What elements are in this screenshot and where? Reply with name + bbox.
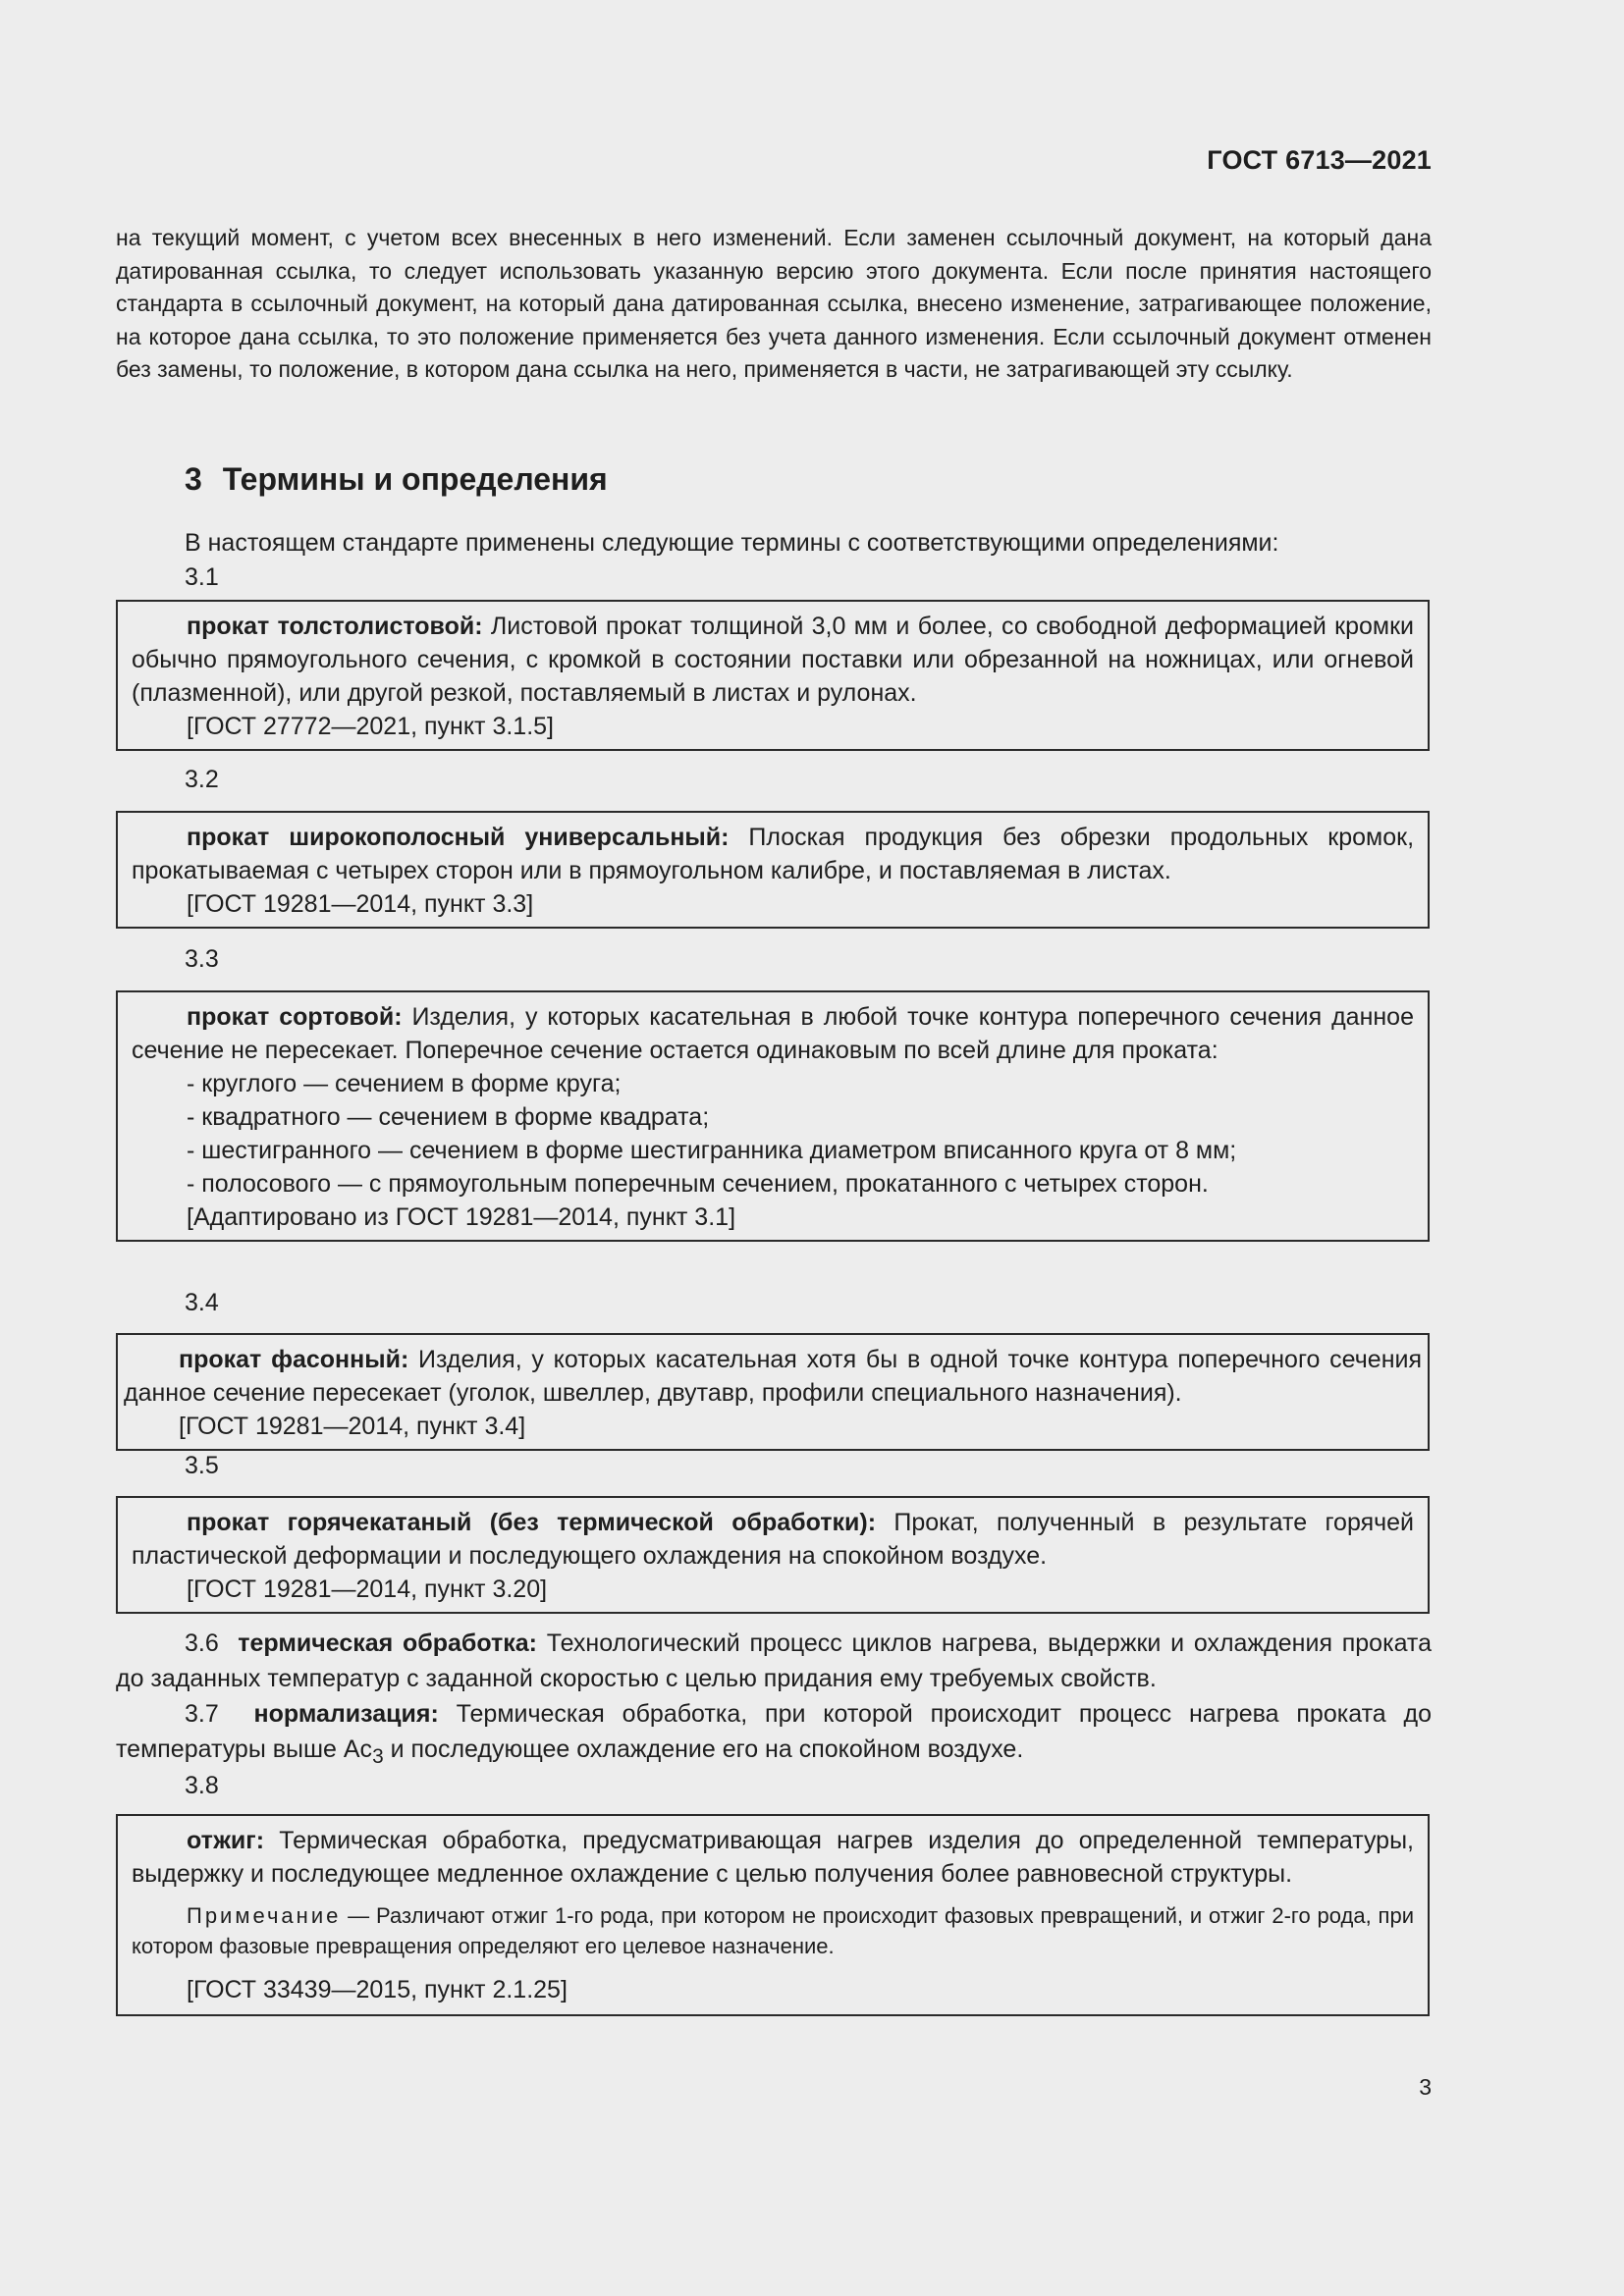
term-text-continued: и последующее охлаждение его на спокойном воздухе. [383, 1735, 1024, 1763]
term-number-3-2: 3.2 [185, 766, 219, 793]
term-text: Термическая обработка, предусматривающая нагрев изделия до определенной температуры, выдержку и последующее медленное охлаждение с целью получения более равновесной структуры. [132, 1827, 1414, 1888]
term-name: отжиг: [187, 1827, 265, 1854]
term-name: термическая обработка: [238, 1629, 537, 1657]
document-header: ГОСТ 6713—2021 [1207, 145, 1432, 175]
term-text: Листовой прокат толщиной 3,0 мм и более, со свободной деформацией кромки обычно прямоугольного сечения, с кромкой в состоянии поставки или обрезанной на ножницах, или огневой (плазменной), или другой резкой, поставляемый в листах и рулонах. [132, 613, 1414, 707]
term-number-3-4: 3.4 [185, 1289, 219, 1316]
term-number: 3.7 [185, 1700, 219, 1728]
term-box-3-5 [116, 1496, 1430, 1614]
term-number-3-5: 3.5 [185, 1452, 219, 1479]
term-definition [132, 1000, 1414, 1067]
document-page [116, 0, 1432, 2296]
term-text: Термическая обработка, при которой происходит процесс нагрева проката до температуры выше Ac [116, 1700, 1432, 1763]
term-text: Технологический процесс циклов нагрева, выдержки и охлаждения проката до заданных температур с заданной скоростью с целью придания ему требуемых свойств. [116, 1629, 1432, 1692]
term-definition [124, 1343, 1422, 1410]
term-source: [ГОСТ 33439—2015, пункт 2.1.25] [187, 1976, 568, 2003]
term-box-3-2 [116, 811, 1430, 929]
section-title [185, 461, 608, 498]
term-name: прокат фасонный: [179, 1346, 409, 1373]
term-definition [132, 1506, 1414, 1573]
term-source: [ГОСТ 19281—2014, пункт 3.4] [179, 1413, 526, 1440]
term-source: [ГОСТ 19281—2014, пункт 3.3] [187, 890, 534, 918]
term-box-3-3 [116, 990, 1430, 1242]
term-source: [ГОСТ 19281—2014, пункт 3.20] [187, 1575, 548, 1603]
list-item: - шестигранного — сечением в форме шестигранника диаметром вписанного круга от 8 мм; [187, 1137, 1237, 1164]
term-number-3-8: 3.8 [185, 1772, 219, 1799]
term-box-3-1 [116, 600, 1430, 751]
term-note [132, 1900, 1414, 1961]
term-source: [Адаптировано из ГОСТ 19281—2014, пункт 3.1] [187, 1203, 736, 1231]
term-name: прокат широкополосный универсальный: [187, 824, 730, 851]
term-definition [132, 610, 1414, 710]
term-text: Изделия, у которых касательная хотя бы в одной точке контура поперечного сечения данное сечение пересекает (уголок, швеллер, двутавр, профили специального назначения). [124, 1346, 1422, 1407]
term-definition [132, 1824, 1414, 1891]
term-box-3-4 [116, 1333, 1430, 1451]
term-subscript: 3 [372, 1745, 384, 1768]
term-definition [132, 821, 1414, 887]
page-number: 3 [1419, 2074, 1432, 2100]
term-3-7 [116, 1696, 1432, 1775]
term-text: Прокат, полученный в результате горячей пластической деформации и последующего охлаждения на спокойном воздухе. [132, 1509, 1414, 1570]
term-box-3-8 [116, 1814, 1430, 2016]
term-source: [ГОСТ 27772—2021, пункт 3.1.5] [187, 713, 554, 740]
intro-paragraph: на текущий момент, с учетом всех внесенных в него изменений. Если заменен ссылочный документ, на который дана датированная ссылка, то следует использовать указанную версию этого документа. Если после принятия настоящего стандарта в ссылочный документ, на который дана датированная ссылка, внесено изменение, затрагивающее положение, на которое дана ссылка, то это положение применяется без учета данного изменения. Если ссылочный документ отменен без замены, то положение, в котором дана ссылка на него, применяется в части, не затрагивающей эту ссылку. [116, 225, 1432, 382]
term-name: нормализация: [253, 1700, 439, 1728]
list-item: - полосового — с прямоугольным поперечным сечением, прокатанного с четырех сторон. [187, 1170, 1209, 1198]
term-number-3-1: 3.1 [185, 563, 219, 591]
note-text: — Различают отжиг 1-го рода, при котором не происходит фазовых превращений, и отжиг 2-го рода, при котором фазовые превращения определяют его целевое назначение. [132, 1903, 1414, 1958]
section-number: 3 [185, 461, 202, 497]
section-lead: В настоящем стандарте применены следующие термины с соответствующими определениями: [185, 529, 1279, 557]
term-name: прокат сортовой: [187, 1003, 403, 1031]
term-name: прокат толстолистовой: [187, 613, 483, 640]
term-name: прокат горячекатаный (без термической обработки): [187, 1509, 877, 1536]
section-title-text: Термины и определения [222, 461, 608, 497]
list-item: - квадратного — сечением в форме квадрата; [187, 1103, 710, 1131]
term-3-6 [116, 1626, 1432, 1696]
term-number: 3.6 [185, 1629, 219, 1657]
term-text: Изделия, у которых касательная в любой точке контура поперечного сечения данное сечение не пересекает. Поперечное сечение остается одинаковым по всей длине для проката: [132, 1003, 1414, 1064]
note-label: Примечание [187, 1903, 342, 1928]
term-number-3-3: 3.3 [185, 945, 219, 973]
list-item: - круглого — сечением в форме круга; [187, 1070, 622, 1097]
term-text: Плоская продукция без обрезки продольных кромок, прокатываемая с четырех сторон или в прямоугольном калибре, и поставляемая в листах. [132, 824, 1415, 884]
